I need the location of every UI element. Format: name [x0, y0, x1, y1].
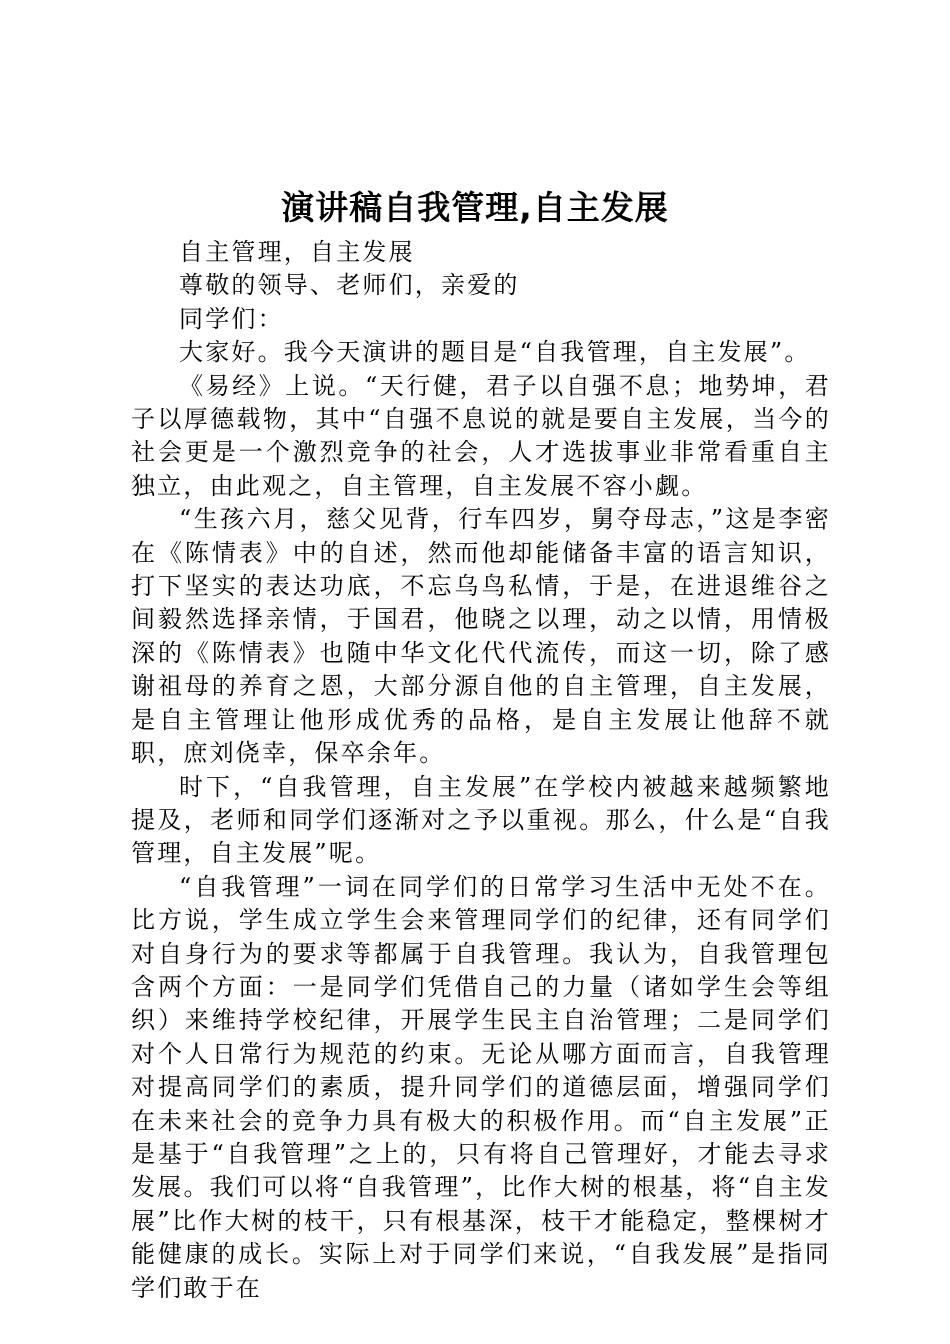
paragraph-yijing: 《易经》上说。“天行健，君子以自强不息；地势坤，君子以厚德载物，其中“自强不息说的就是要自主发展，当今的社会更是一个激烈竞争的社会，人才选拔事业非常看重自主独立，由此观之，自主管理，自主发展不容小觑。 [131, 371, 831, 500]
document-body [131, 236, 831, 1305]
paragraph-li-mi: “生孩六月，慈父见背，行车四岁，舅夺母志，”这是李密在《陈情表》中的自述，然而他却能储备丰富的语言知识，打下坚实的表达功底，不忘乌鸟私情，于是，在进退维谷之间毅然选择亲情，于国君，他晓之以理，动之以情，用情极深的《陈情表》也随中华文化代代流传，而这一切，除了感谢祖母的养育之恩，大部分源自他的自主管理，自主发展，是自主管理让他形成优秀的品格，是自主发展让他辞不就职，庶刘侥幸，保卒余年。 [131, 505, 831, 768]
paragraph-self-management: “自我管理”一词在同学们的日常学习生活中无处不在。比方说，学生成立学生会来管理同学们的纪律，还有同学们对自身行为的要求等都属于自我管理。我认为，自我管理包含两个方面：一是同学们凭借自己的力量（诸如学生会等组织）来维持学校纪律，开展学生民主自治管理；二是同学们对个人日常行为规范的约束。无论从哪方面而言，自我管理对提高同学们的素质，提升同学们的道德层面，增强同学们在未来社会的竞争力具有极大的积极作用。而“自主发展”正是基于“自我管理”之上的，只有将自己管理好，才能去寻求发展。我们可以将“自我管理”，比作大树的根基，将“自主发展”比作大树的枝干，只有根基深，枝干才能稳定，整棵树才能健康的成长。实际上对于同学们来说，“自我发展”是指同学们敢于在 [131, 872, 831, 1302]
paragraph-current: 时下，“自我管理，自主发展”在学校内被越来越频繁地提及，老师和同学们逐渐对之予以重视。那么，什么是“自我管理，自主发展”呢。 [131, 772, 831, 868]
paragraph-heading-line: 自主管理，自主发展 [179, 238, 415, 266]
document-title: 演讲稿自我管理,自主发展 [281, 188, 669, 227]
paragraph-greeting: 大家好。我今天演讲的题目是“自我管理，自主发展”。 [179, 338, 811, 367]
paragraph-salutation-continued: 同学们： [179, 304, 284, 333]
paragraph-salutation: 尊敬的领导、老师们，亲爱的 [179, 271, 520, 300]
